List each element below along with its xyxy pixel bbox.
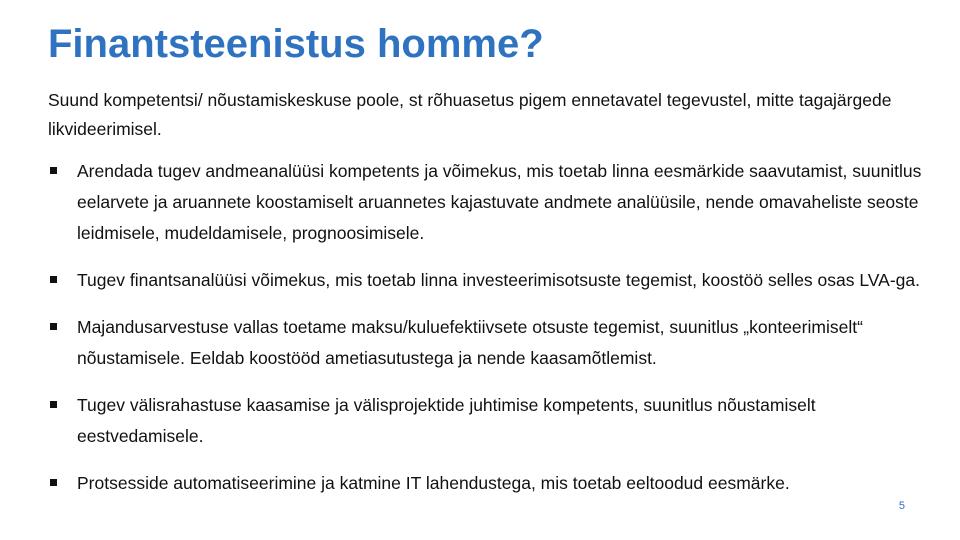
bullet-item	[48, 265, 928, 296]
bullet-item	[48, 468, 928, 499]
square-bullet-icon	[50, 401, 57, 408]
bullet-item	[48, 390, 928, 452]
bullet-text: Majandusarvestuse vallas toetame maksu/kuluefektiivsete otsuste tegemist, suunitlus „konteerimiselt“ nõustamisele. Eeldab koostööd ametiasutustega ja nende kaasamõtlemist.	[77, 317, 863, 368]
page-number: 5	[898, 500, 905, 512]
square-bullet-icon	[50, 323, 57, 330]
bullet-text: Arendada tugev andmeanalüüsi kompetents ja võimekus, mis toetab linna eesmärkide saavutamist, suunitlus eelarvete ja aruannete koostamiselt aruannetes kajastuvate andmete analüüsile, nende omavaheliste seoste leidmisele, mudeldamisele, prognoosimisele.	[77, 161, 922, 243]
slide-title: Finantsteenistus homme?	[48, 22, 544, 66]
bullet-item	[48, 156, 928, 249]
square-bullet-icon	[50, 167, 57, 174]
bullet-text: Tugev välisrahastuse kaasamise ja välisprojektide juhtimise kompetents, suunitlus nõustamiselt eestvedamisele.	[77, 395, 816, 446]
intro-paragraph: Suund kompetentsi/ nõustamiskeskuse poole, st rõhuasetus pigem ennetavatel tegevustel, mitte tagajärgede likvideerimisel.	[48, 90, 892, 139]
bullet-text: Tugev finantsanalüüsi võimekus, mis toetab linna investeerimisotsuste tegemist, koostöö selles osas LVA-ga.	[77, 270, 921, 290]
bullet-text: Protsesside automatiseerimine ja katmine IT lahendustega, mis toetab eeltoodud eesmärke.	[77, 473, 790, 493]
square-bullet-icon	[50, 276, 57, 283]
square-bullet-icon	[50, 479, 57, 486]
bullet-item	[48, 312, 928, 374]
bullet-list	[48, 156, 928, 515]
